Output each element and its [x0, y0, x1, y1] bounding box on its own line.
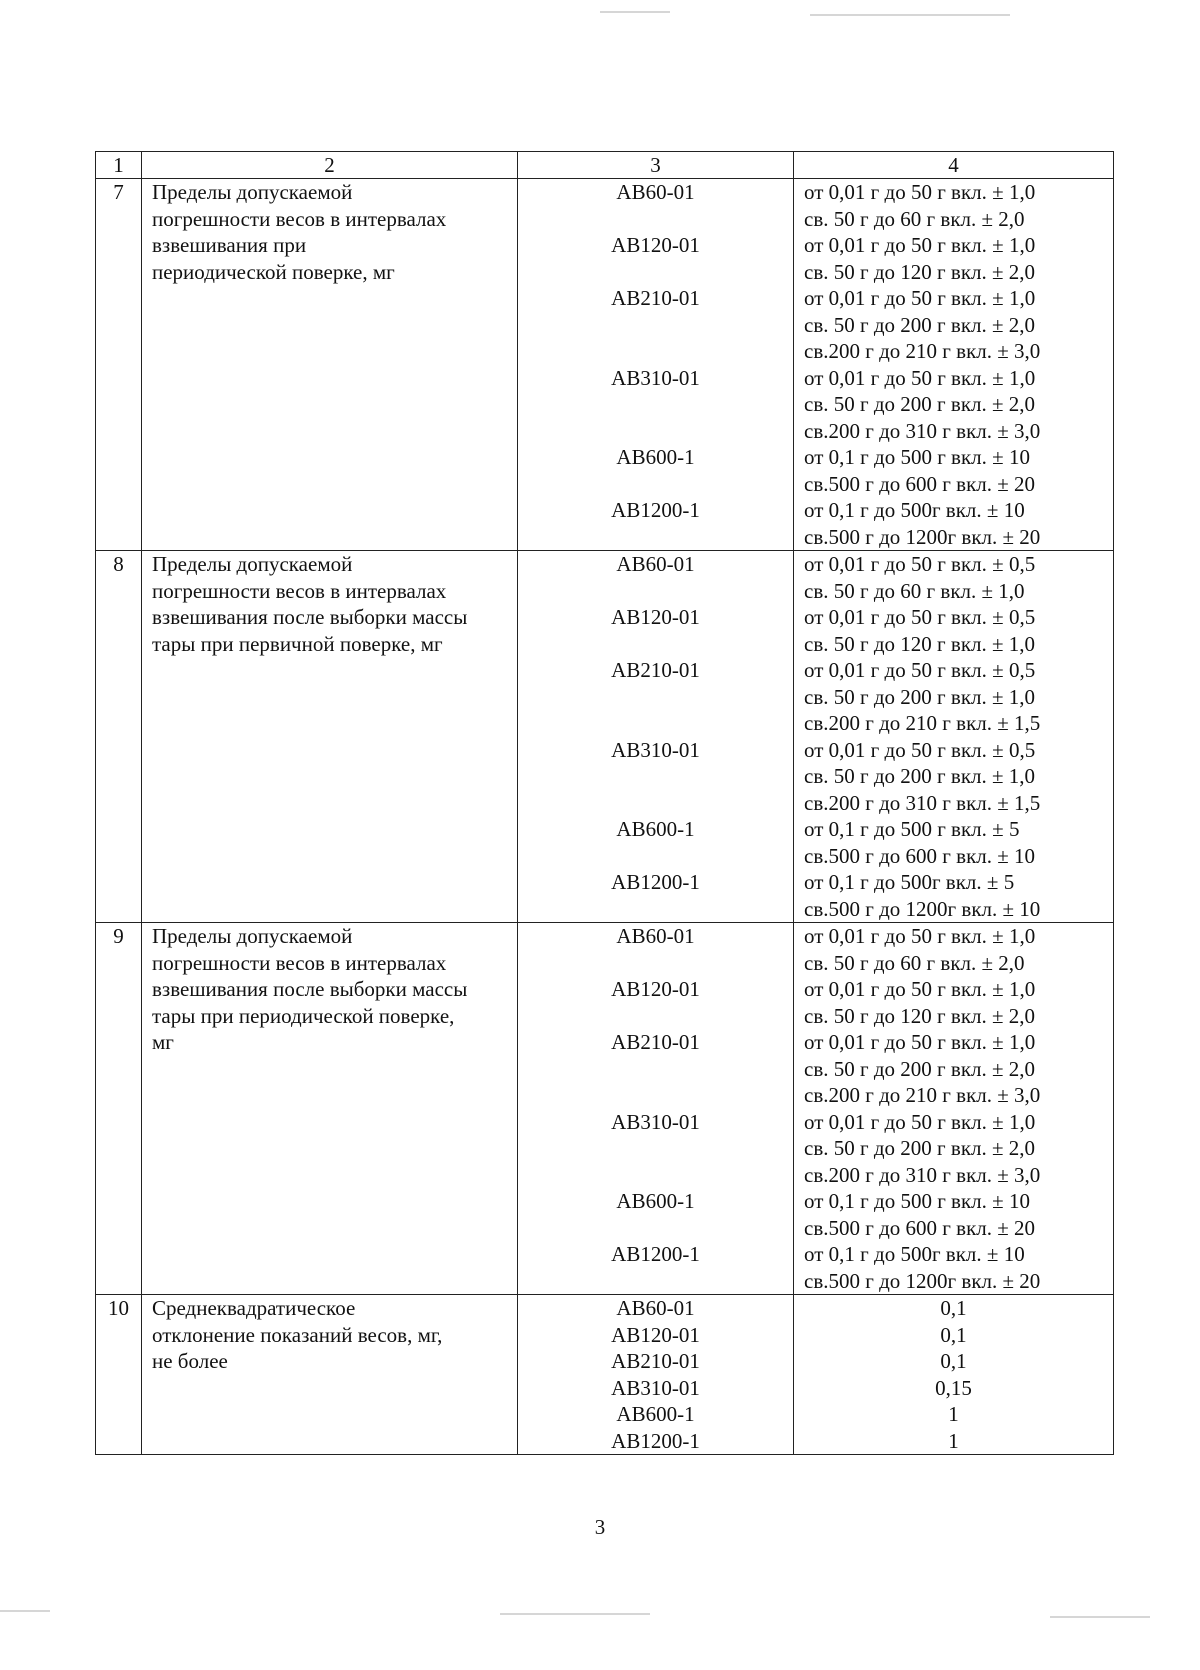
deviation-value: 1 — [948, 1402, 959, 1426]
row-number: 9 — [96, 923, 142, 1295]
range-line — [804, 657, 1113, 684]
range-line — [804, 285, 1113, 312]
range-line — [804, 843, 1113, 870]
range-line — [804, 578, 1113, 605]
description-line: взвешивания после выборки массы — [152, 605, 468, 629]
range-line — [804, 763, 1113, 790]
model-name: АВ310-01 — [611, 365, 700, 390]
range-line — [804, 312, 1113, 339]
model-name: АВ60-01 — [616, 924, 695, 948]
range-text: от 0,1 г до 500г вкл. — [804, 1242, 982, 1266]
row-description — [142, 1295, 518, 1455]
model-name: АВ210-01 — [611, 1349, 700, 1373]
range-line — [804, 365, 1113, 392]
model-name: АВ310-01 — [611, 1109, 700, 1134]
tolerance-value: ± 20 — [997, 471, 1036, 496]
range-text: от 0,01 г до 50 г вкл. — [804, 924, 987, 948]
range-line — [804, 1003, 1113, 1030]
model-name: АВ60-01 — [616, 552, 695, 576]
range-text: св.200 г до 310 г вкл. — [804, 1162, 992, 1187]
tolerance-value: ± 10 — [992, 1189, 1030, 1213]
tolerance-value: ± 1,5 — [997, 711, 1041, 735]
range-text: св.500 г до 600 г вкл. — [804, 1215, 992, 1240]
spacer — [518, 259, 793, 286]
deviation-value: 0,1 — [940, 1322, 967, 1347]
spacer — [518, 1003, 793, 1030]
row-description — [142, 551, 518, 923]
scan-artifact — [500, 1613, 650, 1615]
tolerance-value: ± 10 — [986, 498, 1025, 522]
tolerance-value: ± 5 — [986, 870, 1015, 894]
model-name: АВ210-01 — [611, 658, 700, 682]
description-line: периодической поверке, мг — [152, 259, 395, 284]
range-column — [794, 551, 1114, 923]
spacer — [518, 312, 793, 339]
model-name: АВ210-01 — [611, 286, 700, 310]
range-line — [804, 631, 1113, 658]
model-name: АВ210-01 — [611, 1030, 700, 1054]
model-name: АВ310-01 — [611, 1375, 700, 1400]
range-text: от 0,1 г до 500г вкл. — [804, 870, 982, 894]
range-line — [804, 950, 1113, 977]
model-name: АВ60-01 — [616, 180, 695, 204]
range-line — [804, 551, 1113, 578]
range-line — [804, 1241, 1113, 1268]
description-line: мг — [152, 1030, 174, 1054]
range-line — [804, 1056, 1113, 1083]
range-text: св. 50 г до 120 г вкл. — [804, 1003, 987, 1028]
tolerance-value: ± 20 — [1002, 1268, 1041, 1293]
range-line — [804, 1162, 1113, 1189]
range-line — [804, 923, 1113, 950]
range-line — [804, 1188, 1113, 1215]
range-text: св.500 г до 1200г вкл. — [804, 524, 998, 549]
range-line — [804, 684, 1113, 711]
model-name: АВ120-01 — [611, 1322, 700, 1347]
range-line — [804, 444, 1113, 471]
spacer — [518, 418, 793, 445]
range-text: св.200 г до 210 г вкл. — [804, 1083, 992, 1107]
header-cell: 3 — [518, 152, 794, 179]
description-line: отклонение показаний весов, мг, — [152, 1322, 443, 1347]
tolerance-value: ± 0,5 — [992, 552, 1036, 576]
range-text: св. 50 г до 200 г вкл. — [804, 764, 987, 788]
range-text: от 0,01 г до 50 г вкл. — [804, 1030, 987, 1054]
range-line — [804, 497, 1113, 524]
description-line: погрешности весов в интервалах — [152, 206, 447, 231]
spacer — [518, 206, 793, 233]
description-line: Пределы допускаемой — [152, 552, 353, 576]
range-text: св. 50 г до 120 г вкл. — [804, 631, 987, 656]
tolerance-value: ± 1,0 — [992, 365, 1036, 390]
range-text: св. 50 г до 60 г вкл. — [804, 950, 977, 975]
tolerance-value: ± 1,0 — [992, 684, 1036, 709]
model-name: АВ1200-1 — [611, 1428, 700, 1453]
range-text: св. 50 г до 200 г вкл. — [804, 684, 987, 709]
tolerance-value: ± 2,0 — [992, 1136, 1036, 1160]
range-line — [804, 1029, 1113, 1056]
tolerance-value: ± 2,0 — [981, 950, 1025, 975]
header-cell: 1 — [96, 152, 142, 179]
range-column — [794, 923, 1114, 1295]
model-name: АВ1200-1 — [611, 1242, 700, 1266]
row-number: 7 — [96, 179, 142, 551]
range-line — [804, 737, 1113, 764]
range-line — [804, 896, 1113, 923]
description-line: взвешивания при — [152, 233, 307, 257]
spacer — [518, 391, 793, 418]
tolerance-value: ± 2,0 — [992, 312, 1036, 337]
spacer — [518, 631, 793, 658]
range-line — [804, 206, 1113, 233]
spacer — [518, 843, 793, 870]
model-name: АВ120-01 — [611, 233, 700, 257]
spacer — [518, 710, 793, 737]
description-line: погрешности весов в интервалах — [152, 950, 447, 975]
spacer — [518, 1215, 793, 1242]
deviation-value: 0,15 — [935, 1375, 972, 1400]
range-line — [804, 259, 1113, 286]
range-text: от 0,1 г до 500 г вкл. — [804, 1189, 987, 1213]
tolerance-value: ± 10 — [1002, 896, 1041, 921]
description-line: погрешности весов в интервалах — [152, 578, 447, 603]
model-name: АВ600-1 — [616, 817, 695, 841]
tolerance-value: ± 10 — [992, 445, 1030, 469]
spacer — [518, 1056, 793, 1083]
range-text: св. 50 г до 60 г вкл. — [804, 578, 977, 603]
range-line — [804, 524, 1113, 551]
spacer — [518, 950, 793, 977]
row-description — [142, 923, 518, 1295]
scan-artifact — [0, 1610, 50, 1612]
range-line — [804, 976, 1113, 1003]
tolerance-value: ± 1,0 — [992, 286, 1036, 310]
description-line: Среднеквадратическое — [152, 1296, 356, 1320]
tolerance-value: ± 2,0 — [992, 259, 1036, 284]
spacer — [518, 471, 793, 498]
range-text: св. 50 г до 200 г вкл. — [804, 1056, 987, 1081]
model-name: АВ600-1 — [616, 1402, 695, 1426]
tolerance-value: ± 1,0 — [992, 977, 1036, 1001]
tolerance-value: ± 0,5 — [992, 605, 1036, 629]
deviation-value: 1 — [948, 1428, 959, 1453]
spacer — [518, 578, 793, 605]
range-text: от 0,01 г до 50 г вкл. — [804, 605, 987, 629]
table-row — [96, 923, 1114, 1295]
range-text: от 0,1 г до 500г вкл. — [804, 498, 982, 522]
row-number: 10 — [96, 1295, 142, 1455]
table-row — [96, 551, 1114, 923]
spacer — [518, 1162, 793, 1189]
scan-artifact — [600, 11, 670, 13]
tolerance-value: ± 20 — [997, 1215, 1036, 1240]
spacer — [518, 684, 793, 711]
tolerance-value: ± 10 — [997, 843, 1036, 868]
range-line — [804, 1135, 1113, 1162]
range-column — [794, 179, 1114, 551]
tolerance-value: ± 1,0 — [992, 233, 1036, 257]
description-line: Пределы допускаемой — [152, 180, 353, 204]
tolerance-value: ± 1,0 — [992, 1030, 1036, 1054]
range-line — [804, 1215, 1113, 1242]
description-line: не более — [152, 1349, 228, 1373]
specifications-table — [95, 151, 1114, 1455]
model-name: АВ120-01 — [611, 977, 700, 1001]
tolerance-value: ± 1,0 — [992, 631, 1036, 656]
range-text: от 0,01 г до 50 г вкл. — [804, 737, 987, 762]
range-text: св.200 г до 210 г вкл. — [804, 711, 992, 735]
range-line — [804, 1268, 1113, 1295]
description-line: Пределы допускаемой — [152, 924, 353, 948]
spacer — [518, 1268, 793, 1295]
tolerance-value: ± 5 — [992, 817, 1020, 841]
spacer — [518, 763, 793, 790]
range-text: св.500 г до 1200г вкл. — [804, 896, 998, 921]
header-cell: 2 — [142, 152, 518, 179]
model-column — [518, 551, 794, 923]
range-line — [804, 1109, 1113, 1136]
range-line — [804, 418, 1113, 445]
spacer — [518, 524, 793, 551]
range-line — [804, 391, 1113, 418]
spacer — [518, 896, 793, 923]
range-text: от 0,01 г до 50 г вкл. — [804, 233, 987, 257]
range-text: от 0,01 г до 50 г вкл. — [804, 365, 987, 390]
row-number: 8 — [96, 551, 142, 923]
range-text: от 0,1 г до 500 г вкл. — [804, 817, 987, 841]
range-text: от 0,01 г до 50 г вкл. — [804, 552, 987, 576]
model-name: АВ1200-1 — [611, 498, 700, 522]
tolerance-value: ± 1,0 — [992, 1109, 1036, 1134]
range-text: от 0,01 г до 50 г вкл. — [804, 1109, 987, 1134]
value-column — [794, 1295, 1114, 1455]
range-line — [804, 232, 1113, 259]
tolerance-value: ± 2,0 — [992, 1056, 1036, 1081]
range-text: св. 50 г до 200 г вкл. — [804, 312, 987, 337]
tolerance-value: ± 3,0 — [997, 339, 1041, 363]
model-name: АВ600-1 — [616, 445, 695, 469]
range-line — [804, 1082, 1113, 1109]
range-text: св. 50 г до 200 г вкл. — [804, 1136, 987, 1160]
table-row — [96, 1295, 1114, 1455]
range-text: от 0,01 г до 50 г вкл. — [804, 977, 987, 1001]
header-cell: 4 — [794, 152, 1114, 179]
range-text: св.200 г до 310 г вкл. — [804, 790, 992, 815]
range-text: св.500 г до 1200г вкл. — [804, 1268, 998, 1293]
range-text: св. 50 г до 60 г вкл. — [804, 206, 977, 231]
description-line: взвешивания после выборки массы — [152, 977, 468, 1001]
tolerance-value: ± 1,0 — [992, 180, 1036, 204]
tolerance-value: ± 1,0 — [992, 764, 1036, 788]
description-line: тары при периодической поверке, — [152, 1003, 455, 1028]
spacer — [518, 1135, 793, 1162]
model-name: АВ60-01 — [616, 1296, 695, 1320]
spacer — [518, 1082, 793, 1109]
model-name: АВ600-1 — [616, 1189, 695, 1213]
tolerance-value: ± 3,0 — [997, 1083, 1041, 1107]
tolerance-value: ± 1,5 — [997, 790, 1041, 815]
tolerance-value: ± 1,0 — [992, 924, 1036, 948]
range-text: св.200 г до 310 г вкл. — [804, 418, 992, 443]
range-text: от 0,01 г до 50 г вкл. — [804, 658, 987, 682]
tolerance-value: ± 2,0 — [981, 206, 1025, 231]
tolerance-value: ± 3,0 — [997, 418, 1041, 443]
model-name: АВ1200-1 — [611, 870, 700, 894]
range-line — [804, 179, 1113, 206]
range-text: от 0,01 г до 50 г вкл. — [804, 286, 987, 310]
tolerance-value: ± 3,0 — [997, 1162, 1041, 1187]
range-text: св.500 г до 600 г вкл. — [804, 843, 992, 868]
range-line — [804, 710, 1113, 737]
model-column — [518, 179, 794, 551]
deviation-value: 0,1 — [940, 1296, 967, 1320]
spacer — [518, 338, 793, 365]
range-line — [804, 338, 1113, 365]
scan-artifact — [810, 14, 1010, 16]
tolerance-value: ± 20 — [1002, 524, 1041, 549]
model-name: АВ310-01 — [611, 737, 700, 762]
tolerance-value: ± 10 — [986, 1242, 1025, 1266]
tolerance-value: ± 2,0 — [992, 1003, 1036, 1028]
scan-artifact — [1050, 1616, 1150, 1618]
tolerance-value: ± 0,5 — [992, 737, 1036, 762]
description-line: тары при первичной поверке, мг — [152, 631, 443, 656]
range-text: св.200 г до 210 г вкл. — [804, 339, 992, 363]
table-header-row — [96, 152, 1114, 179]
spacer — [518, 790, 793, 817]
deviation-value: 0,1 — [940, 1349, 967, 1373]
range-line — [804, 816, 1113, 843]
range-text: св. 50 г до 120 г вкл. — [804, 259, 987, 284]
table-row — [96, 179, 1114, 551]
model-column — [518, 923, 794, 1295]
page-number: 3 — [594, 1515, 606, 1539]
range-text: от 0,01 г до 50 г вкл. — [804, 180, 987, 204]
range-text: св. 50 г до 200 г вкл. — [804, 392, 987, 416]
range-line — [804, 790, 1113, 817]
range-line — [804, 604, 1113, 631]
tolerance-value: ± 0,5 — [992, 658, 1036, 682]
model-name: АВ120-01 — [611, 605, 700, 629]
model-column — [518, 1295, 794, 1455]
range-text: св.500 г до 600 г вкл. — [804, 471, 992, 496]
range-text: от 0,1 г до 500 г вкл. — [804, 445, 987, 469]
row-description — [142, 179, 518, 551]
tolerance-value: ± 1,0 — [981, 578, 1025, 603]
tolerance-value: ± 2,0 — [992, 392, 1036, 416]
range-line — [804, 869, 1113, 896]
range-line — [804, 471, 1113, 498]
